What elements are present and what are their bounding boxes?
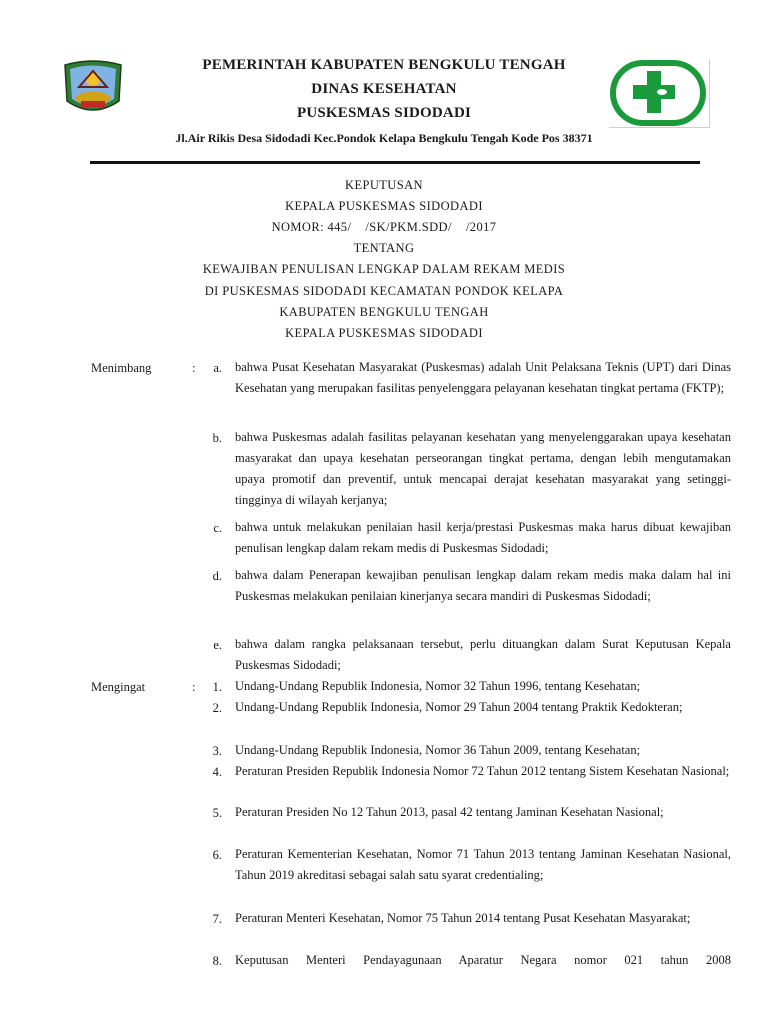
- decree-subject-3: KABUPATEN BENGKULU TENGAH: [279, 305, 489, 319]
- decree-tentang: TENTANG: [353, 241, 415, 255]
- item-mark: 1.: [212, 680, 222, 694]
- item-mark: 8.: [212, 954, 222, 968]
- item-mark: a.: [213, 361, 222, 375]
- legal-basis-item: Peraturan Presiden No 12 Tahun 2013, pasal 42 tentang Jaminan Kesehatan Nasional;: [235, 805, 664, 819]
- legal-basis-item: Peraturan Presiden Republik Indonesia Nomor 72 Tahun 2012 tentang Sistem Kesehatan Nasional;: [235, 764, 730, 778]
- consideration-item: bahwa Pusat Kesehatan Masyarakat (Puskesmas) adalah Unit Pelaksana Teknis (UPT) dari Dinas Kesehatan yang merupakan fasilitas penyelenggara pelayanan kesehatan tingkat pertama (FKTP);: [235, 360, 731, 395]
- decree-subject-4: KEPALA PUSKESMAS SIDODADI: [285, 326, 483, 340]
- item-mark: 5.: [212, 806, 222, 820]
- decree-number: NOMOR: 445/ /SK/PKM.SDD/ /2017: [271, 220, 497, 234]
- item-mark: 3.: [212, 744, 222, 758]
- letterhead-divider: [90, 161, 700, 164]
- decree-title: KEPUTUSAN: [345, 178, 423, 192]
- consideration-item: bahwa untuk melakukan penilaian hasil kerja/prestasi Puskesmas maka harus dibuat kewajiban penulisan lengkap dalam rekam medis di Puskesmas Sidodadi;: [235, 520, 731, 555]
- consideration-item: bahwa Puskesmas adalah fasilitas pelayanan kesehatan yang menyelenggarakan upaya kesehatan masyarakat dan upaya kesehatan perseorangan tingkat pertama, dengan lebih mengutamakan upaya promotif dan preventif, untuk mencapai derajat kesehatan masyarakat yang setinggi-tingginya di wilayah kerjanya;: [235, 430, 731, 507]
- decree-issuer: KEPALA PUSKESMAS SIDODADI: [285, 199, 483, 213]
- decree-subject-2: DI PUSKESMAS SIDODADI KECAMATAN PONDOK KELAPA: [204, 284, 564, 298]
- item-mark: d.: [212, 569, 222, 583]
- item-mark: 6.: [212, 848, 222, 862]
- header-agency: DINAS KESEHATAN: [311, 81, 457, 97]
- section-colon: :: [192, 680, 196, 694]
- legal-basis-item: Undang-Undang Republik Indonesia, Nomor 29 Tahun 2004 tentang Praktik Kedokteran;: [235, 700, 683, 714]
- decree-subject-1: KEWAJIBAN PENULISAN LENGKAP DALAM REKAM MEDIS: [202, 262, 566, 276]
- section-colon: :: [192, 361, 196, 375]
- header-address: Jl.Air Rikis Desa Sidodadi Kec.Pondok Kelapa Bengkulu Tengah Kode Pos 38371: [175, 131, 593, 145]
- header-government: PEMERINTAH KABUPATEN BENGKULU TENGAH: [202, 57, 566, 73]
- consideration-item: bahwa dalam Penerapan kewajiban penulisan lengkap dalam rekam medis maka dalam hal ini Puskesmas melakukan penilaian kinerjanya secara mandiri di Puskesmas Sidodadi;: [235, 568, 731, 603]
- legal-basis-item: Undang-Undang Republik Indonesia, Nomor 32 Tahun 1996, tentang Kesehatan;: [235, 679, 641, 693]
- item-mark: c.: [213, 521, 222, 535]
- consideration-item: bahwa dalam rangka pelaksanaan tersebut, perlu dituangkan dalam Surat Keputusan Kepala Puskesmas Sidodadi;: [235, 637, 731, 672]
- legal-basis-item: Peraturan Kementerian Kesehatan, Nomor 71 Tahun 2013 tentang Jaminan Kesehatan Nasional, Tahun 2019 akreditasi sebagai salah satu syarat credentialing;: [235, 847, 731, 882]
- item-mark: b.: [212, 431, 222, 445]
- item-mark: 4.: [212, 765, 222, 779]
- section-label-menimbang: Menimbang: [91, 361, 152, 375]
- legal-basis-item: Undang-Undang Republik Indonesia, Nomor 36 Tahun 2009, tentang Kesehatan;: [235, 743, 641, 757]
- legal-basis-item: Peraturan Menteri Kesehatan, Nomor 75 Tahun 2014 tentang Pusat Kesehatan Masyarakat;: [235, 911, 691, 925]
- legal-basis-item: Keputusan Menteri Pendayagunaan Aparatur Negara nomor 021 tahun 2008: [235, 953, 731, 967]
- header-puskesmas: PUSKESMAS SIDODADI: [296, 105, 472, 121]
- item-mark: 7.: [212, 912, 222, 926]
- health-cross-icon: [609, 59, 710, 128]
- item-mark: e.: [213, 638, 222, 652]
- section-label-mengingat: Mengingat: [91, 680, 146, 694]
- item-mark: 2.: [212, 701, 222, 715]
